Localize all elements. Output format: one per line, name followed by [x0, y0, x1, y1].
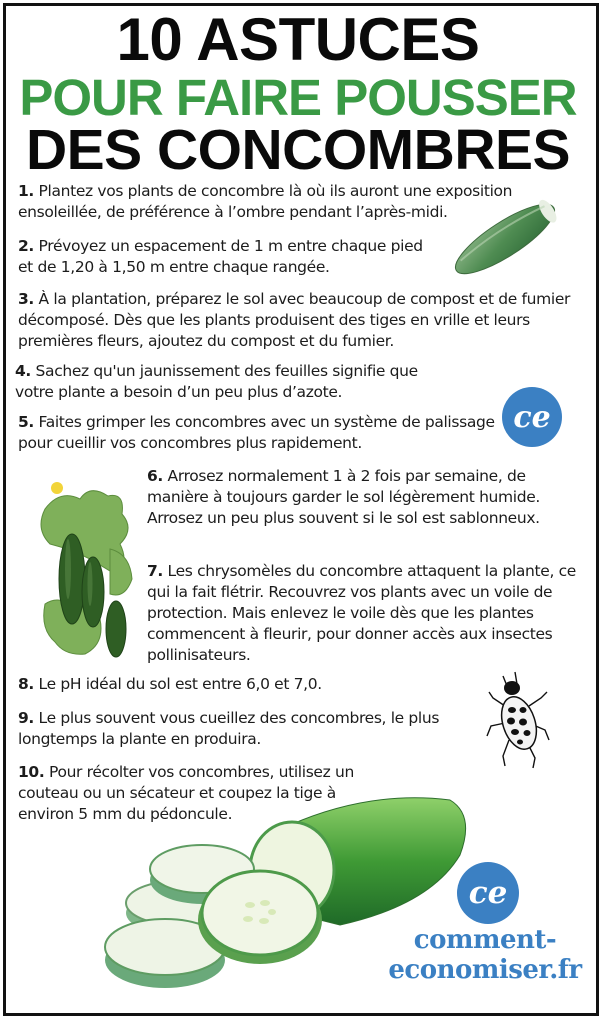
website-name: comment- economiser.fr [388, 925, 582, 985]
cucumber-plant-icon [30, 474, 140, 660]
tip-4: 4. Sachez qu'un jaunissement des feuilles signifie que votre plante a besoin d’un peu plus d’azote. [15, 362, 418, 401]
brand-logo-bottom-icon: ce [457, 862, 519, 924]
cucumber-icon [448, 198, 563, 280]
title-line-1: 10 ASTUCES [116, 6, 480, 73]
tip-10: 10. Pour récolter vos concombres, utilisez un couteau ou un sécateur et coupez la tige à environ 5 mm du pédoncule. [18, 763, 354, 823]
title-line-3: DES CONCOMBRES [25, 118, 571, 182]
tip-8: 8. Le pH idéal du sol est entre 6,0 et 7,0. [18, 675, 322, 693]
tip-3: 3. À la plantation, préparez le sol avec beaucoup de compost et de fumier décomposé. Dès que les plants produisent des tiges en vrille et leurs premières fleurs, ajoutez du compost et du fumier. [18, 290, 571, 350]
brand-logo-icon: ce [502, 387, 562, 447]
title-line-2: POUR FAIRE POUSSER [19, 69, 577, 126]
tip-6: 6. Arrosez normalement 1 à 2 fois par semaine, de manière à toujours garder le sol légèrement humide. Arrosez un peu plus souvent si le sol est sablonneux. [147, 467, 540, 527]
beetle-icon [485, 668, 555, 770]
tip-9: 9. Le plus souvent vous cueillez des concombres, le plus longtemps la plante en produira. [18, 709, 440, 748]
tip-7: 7. Les chrysomèles du concombre attaquent la plante, ce qui la fait flétrir. Recouvrez vos plants avec un voile de protection. Mais enlevez le voile dès que les plantes commencent à fleurir, pour donner accès aux insectes pollinisateurs. [147, 562, 576, 664]
tip-2: 2. Prévoyez un espacement de 1 m entre chaque pied et de 1,20 à 1,50 m entre chaque rangée. [18, 237, 423, 276]
tip-5: 5. Faites grimper les concombres avec un système de palissage pour cueillir vos concombres plus rapidement. [18, 413, 495, 452]
tip-1: 1. Plantez vos plants de concombre là où ils auront une exposition ensoleillée, de préférence à l’ombre pendant l’après-midi. [18, 182, 513, 221]
